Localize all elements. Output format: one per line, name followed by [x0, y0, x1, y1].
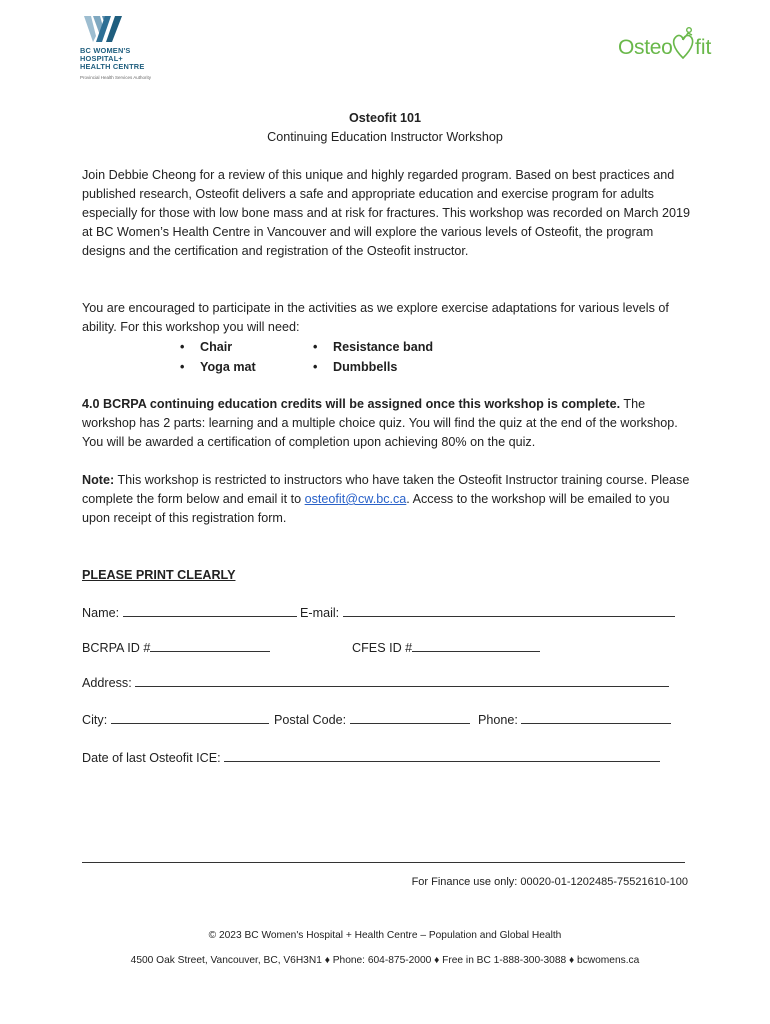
- list-item: [313, 337, 433, 357]
- bullet-icon: •: [313, 340, 318, 354]
- document-title: Osteofit 101: [348, 111, 422, 125]
- logo-line-1: BC WOMEN'S: [80, 46, 131, 55]
- cfes-label: CFES ID #: [352, 641, 413, 655]
- last-ice-date-blank[interactable]: [224, 748, 660, 762]
- city-label: City:: [82, 713, 108, 727]
- osteofit-logo-fit: fit: [695, 36, 712, 59]
- phone-blank[interactable]: [521, 710, 671, 724]
- footer-copyright: © 2023 BC Women's Hospital + Health Centre – Population and Global Health: [208, 930, 562, 941]
- need-dumbbells: Dumbbells: [333, 360, 398, 374]
- email-field[interactable]: [300, 603, 675, 623]
- name-field[interactable]: [82, 603, 297, 623]
- bc-womens-w-mark-icon: [84, 14, 124, 44]
- note-text-2: . Access to the workshop will be emailed to you upon receipt of this registration form.: [82, 492, 670, 525]
- need-yoga-mat: Yoga mat: [200, 360, 256, 374]
- needs-list: [180, 337, 480, 377]
- osteofit-logo: [616, 24, 726, 70]
- bcrpa-blank[interactable]: [150, 638, 270, 652]
- bc-womens-logo: [80, 14, 200, 90]
- finance-code: For Finance use only: 00020-01-1202485-75521610-100: [411, 876, 688, 888]
- list-item: [180, 357, 256, 377]
- need-chair: Chair: [200, 340, 233, 354]
- osteofit-logo-osteo: Osteo: [618, 36, 673, 59]
- list-item: [313, 357, 397, 377]
- last-ice-date-field[interactable]: [82, 748, 660, 768]
- email-label: E-mail:: [300, 606, 340, 620]
- credits-text: The workshop has 2 parts: learning and a multiple choice quiz. You will find the quiz at the end of the workshop. You will be awarded a certification of completion upon achieving 80% on the quiz.: [82, 397, 678, 449]
- needs-paragraph: You are encouraged to participate in the activities as we explore exercise adaptations for various levels of ability. For this workshop you will need:: [82, 301, 669, 334]
- logo-tagline: Provincial Health Services Authority: [80, 75, 152, 80]
- name-blank[interactable]: [123, 603, 297, 617]
- bcrpa-field[interactable]: [82, 638, 270, 658]
- postal-code-blank[interactable]: [350, 710, 470, 724]
- name-label: Name:: [82, 606, 120, 620]
- credits-paragraph: [82, 395, 692, 452]
- document-subtitle: Continuing Education Instructor Workshop: [267, 130, 503, 144]
- phone-label: Phone:: [478, 713, 518, 727]
- bcrpa-label: BCRPA ID #: [82, 641, 151, 655]
- bullet-icon: •: [313, 360, 318, 374]
- address-field[interactable]: [82, 673, 669, 693]
- postal-code-field[interactable]: [274, 710, 470, 730]
- bullet-icon: •: [180, 340, 185, 354]
- need-resistance-band: Resistance band: [333, 340, 434, 354]
- heart-figure-icon: [669, 26, 697, 62]
- postal-code-label: Postal Code:: [274, 713, 347, 727]
- email-link[interactable]: osteofit@cw.bc.ca: [304, 492, 407, 506]
- cfes-blank[interactable]: [412, 638, 540, 652]
- note-label: Note:: [82, 473, 115, 487]
- phone-field[interactable]: [478, 710, 671, 730]
- email-blank[interactable]: [343, 603, 675, 617]
- cfes-field[interactable]: [352, 638, 540, 658]
- credits-bold: 4.0 BCRPA continuing education credits will be assigned once this workshop is complete.: [82, 397, 621, 411]
- bullet-icon: •: [180, 360, 185, 374]
- address-label: Address:: [82, 676, 132, 690]
- logo-line-3: HEALTH CENTRE: [80, 62, 145, 71]
- intro-paragraph: Join Debbie Cheong for a review of this unique and highly regarded program. Based on best practices and published research, Osteofit delivers a safe and appropriate education and exercise program for adults especially for those with low bone mass and at risk for fractures. This workshop was recorded on March 2019 at BC Women’s Health Centre in Vancouver and will explore the various levels of Osteofit, the program designs and the certification and registration of the Osteofit instructor.: [82, 168, 691, 258]
- city-field[interactable]: [82, 710, 269, 730]
- form-heading: PLEASE PRINT CLEARLY: [82, 568, 236, 582]
- footer-contact: 4500 Oak Street, Vancouver, BC, V6H3N1 ♦ Phone: 604-875-2000 ♦ Free in BC 1-888-300-3088 ♦ bcwomens.ca: [130, 955, 640, 966]
- city-blank[interactable]: [111, 710, 269, 724]
- note-text-1: This workshop is restricted to instructors who have taken the Osteofit Instructor training course. Please complete the form below and email it to: [82, 473, 690, 506]
- address-blank[interactable]: [135, 673, 669, 687]
- logo-line-2: HOSPITAL+: [80, 54, 123, 63]
- note-paragraph: [82, 471, 692, 528]
- list-item: [180, 337, 232, 357]
- last-ice-date-label: Date of last Osteofit ICE:: [82, 751, 221, 765]
- separator-line: [82, 862, 685, 863]
